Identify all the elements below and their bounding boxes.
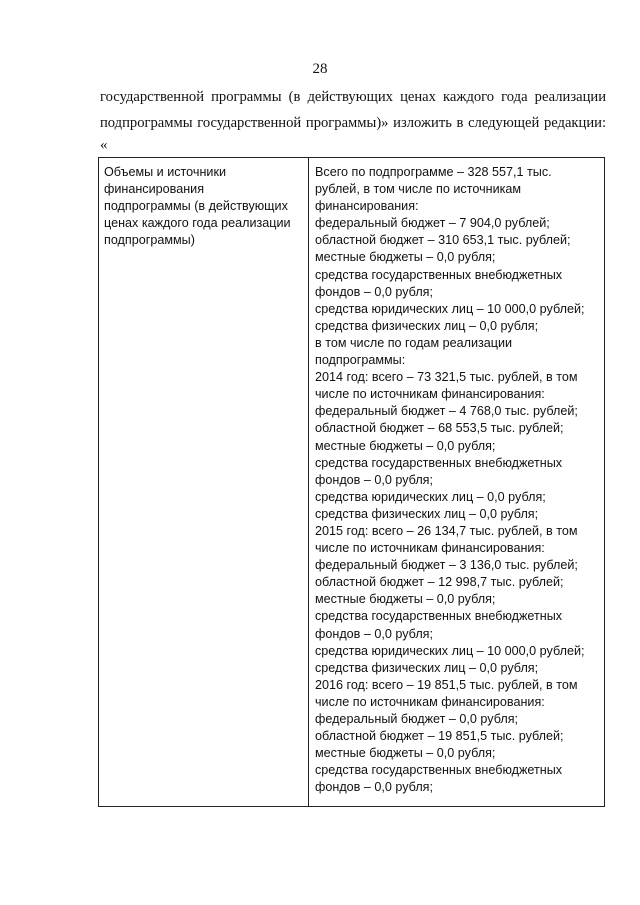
value-line: средства государственных внебюджетных: [315, 609, 563, 624]
value-line: рублей, в том числе по источникам: [315, 182, 522, 197]
value-line: местные бюджеты – 0,0 рубля;: [315, 592, 496, 607]
label-line: ценах каждого года реализации: [104, 216, 291, 231]
value-line: средства юридических лиц – 0,0 рубля;: [315, 489, 546, 504]
value-line: фондов – 0,0 рубля;: [315, 780, 433, 795]
value-line: 2014 год: всего – 73 321,5 тыс. рублей, в том: [315, 370, 578, 385]
label-line: Объемы и источники: [104, 165, 226, 179]
value-line: средства государственных внебюджетных: [315, 267, 563, 282]
value-line: федеральный бюджет – 7 904,0 рублей;: [315, 216, 550, 231]
value-line: фондов – 0,0 рубля;: [315, 472, 433, 487]
value-line: средства государственных внебюджетных: [315, 455, 563, 470]
intro-line: подпрограммы государственной программы)» изложить в следующей редакции:: [100, 115, 606, 131]
value-line: 2016 год: всего – 19 851,5 тыс. рублей, в том: [315, 677, 578, 692]
label-line: подпрограммы (в действующих: [104, 199, 288, 214]
value-line: Всего по подпрограмме – 328 557,1 тыс.: [315, 165, 552, 179]
value-line: фондов – 0,0 рубля;: [315, 284, 433, 299]
value-line: средства юридических лиц – 10 000,0 рублей;: [315, 301, 585, 316]
value-line: областной бюджет – 12 998,7 тыс. рублей;: [315, 575, 564, 590]
value-line: средства юридических лиц – 10 000,0 рублей;: [315, 643, 585, 658]
intro-paragraph: [100, 84, 606, 136]
value-line: средства физических лиц – 0,0 рубля;: [315, 318, 539, 333]
value-line: федеральный бюджет – 3 136,0 тыс. рублей;: [315, 558, 578, 573]
value-line: числе по источникам финансирования:: [315, 387, 545, 402]
value-line: местные бюджеты – 0,0 рубля;: [315, 250, 496, 265]
value-line: средства государственных внебюджетных: [315, 763, 563, 778]
value-line: областной бюджет – 68 553,5 тыс. рублей;: [315, 421, 564, 436]
table-row: [99, 158, 605, 807]
value-line: в том числе по годам реализации: [315, 335, 513, 350]
value-line: фондов – 0,0 рубля;: [315, 626, 433, 641]
intro-line: государственной программы (в действующих ценах каждого года реализации: [100, 89, 606, 105]
value-line: местные бюджеты – 0,0 рубля;: [315, 438, 496, 453]
value-line: 2015 год: всего – 26 134,7 тыс. рублей, в том: [315, 523, 578, 538]
value-line: местные бюджеты – 0,0 рубля;: [315, 746, 496, 761]
label-line: подпрограммы): [104, 233, 195, 248]
value-line: финансирования:: [315, 199, 419, 214]
value-line: числе по источникам финансирования:: [315, 694, 545, 709]
value-line: средства физических лиц – 0,0 рубля;: [315, 506, 539, 521]
label-line: финансирования: [104, 182, 205, 197]
value-line: федеральный бюджет – 4 768,0 тыс. рублей;: [315, 404, 578, 419]
value-cell: [309, 158, 605, 807]
label-cell: [99, 158, 309, 807]
value-line: областной бюджет – 310 653,1 тыс. рублей;: [315, 233, 571, 248]
opening-quote-mark: «: [100, 137, 108, 153]
value-line: областной бюджет – 19 851,5 тыс. рублей;: [315, 729, 564, 744]
value-line: средства физических лиц – 0,0 рубля;: [315, 660, 539, 675]
value-line: подпрограммы:: [315, 353, 406, 368]
page-number: 28: [312, 61, 328, 77]
value-line: числе по источникам финансирования:: [315, 541, 545, 556]
financing-table: [98, 157, 605, 807]
value-line: федеральный бюджет – 0,0 рубля;: [315, 712, 519, 726]
